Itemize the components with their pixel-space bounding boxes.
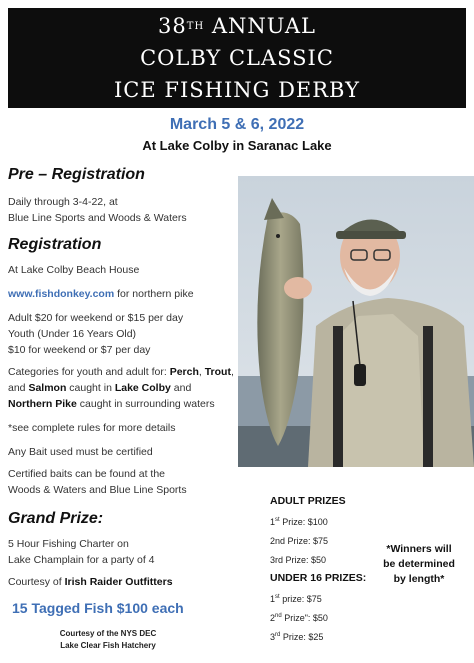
- adult-second-prize: 2nd Prize: $75: [270, 536, 329, 546]
- event-location: At Lake Colby in Saranac Lake: [142, 138, 332, 153]
- registration-location: At Lake Colby Beach House: [8, 264, 140, 276]
- adult-third-prize: 3rd Prize: $50: [270, 555, 327, 565]
- youth-second-prize: 2nd Prize": $50: [270, 613, 328, 623]
- certified-baits-note: Certified baits can be found at the Woods & Waters and Blue Line Sports: [8, 468, 187, 496]
- banner-line-annual: 38TH ANNUAL: [158, 14, 316, 38]
- angler-with-trout-photo: [238, 176, 474, 467]
- registration-heading: Registration: [8, 236, 102, 253]
- youth-third-prize: 3rd Prize: $25: [270, 632, 324, 642]
- youth-prizes-heading: UNDER 16 PRIZES:: [270, 572, 367, 584]
- title-banner: [8, 8, 466, 108]
- tagged-fish-courtesy: Courtesy of the NYS DEC Lake Clear Fish Hatchery: [59, 629, 157, 650]
- fishdonkey-link[interactable]: www.fishdonkey.com: [8, 288, 115, 300]
- pre-registration-heading: Pre – Registration: [8, 166, 145, 183]
- event-date: March 5 & 6, 2022: [169, 116, 305, 133]
- photo-illustration: [238, 176, 474, 467]
- youth-first-prize: 1st prize: $75: [270, 594, 322, 604]
- winners-note: *Winners will be determined by length*: [383, 543, 455, 585]
- tagged-fish-offer: 15 Tagged Fish $100 each: [12, 600, 184, 616]
- adult-prizes-heading: ADULT PRIZES: [270, 495, 346, 507]
- rules-note: *see complete rules for more details: [8, 422, 176, 434]
- registration-website-line: www.fishdonkey.com for northern pike: [8, 288, 194, 300]
- pre-registration-text: Daily through 3-4-22, at Blue Line Sports and Woods & Waters: [8, 196, 187, 224]
- grand-prize-text: 5 Hour Fishing Charter on Lake Champlain for a party of 4: [8, 538, 155, 566]
- grand-prize-sponsor: Courtesy of Irish Raider Outfitters: [8, 576, 173, 588]
- banner-line-derby: ICE FISHING DERBY: [114, 78, 360, 102]
- categories-text: Categories for youth and adult for: Perch, Trout, and Salmon caught in Lake Colby and Northern Pike caught in surrounding waters: [8, 366, 234, 410]
- grand-prize-heading: Grand Prize:: [8, 510, 104, 527]
- banner-line-colby-classic: COLBY CLASSIC: [140, 46, 334, 70]
- bait-note: Any Bait used must be certified: [8, 446, 153, 458]
- registration-prices: Adult $20 for weekend or $15 per day Youth (Under 16 Years Old) $10 for weekend or $7 per day: [8, 312, 184, 356]
- adult-first-prize: 1st Prize: $100: [270, 517, 328, 527]
